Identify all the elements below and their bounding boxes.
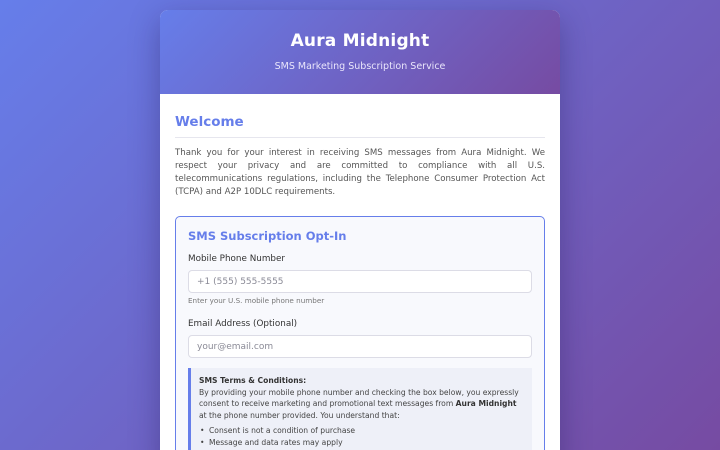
- terms-intro: [199, 387, 524, 422]
- terms-list: [199, 425, 524, 448]
- welcome-heading: Welcome: [175, 114, 545, 138]
- optin-form: [175, 216, 545, 450]
- subscription-card: [160, 10, 560, 450]
- email-input[interactable]: [188, 335, 532, 358]
- terms-brand: Aura Midnight: [455, 399, 517, 408]
- card-body: [160, 94, 560, 450]
- terms-list-item: • Consent is not a condition of purchase: [209, 425, 524, 437]
- phone-input[interactable]: [188, 270, 532, 293]
- phone-label: Mobile Phone Number: [188, 254, 286, 264]
- terms-heading: SMS Terms & Conditions:: [199, 376, 307, 385]
- phone-help-text: Enter your U.S. mobile phone number: [188, 296, 325, 305]
- card-header: [160, 10, 560, 94]
- welcome-text: Thank you for your interest in receiving SMS messages from Aura Midnight. We respect your privacy and are committed to compliance with all U.S. telecommunications regulations, including the Telephone Consumer Protection Act (TCPA) and A2P 10DLC requirements.: [175, 148, 545, 197]
- optin-heading: SMS Subscription Opt-In: [188, 229, 347, 243]
- brand-subtitle: SMS Marketing Subscription Service: [274, 61, 446, 72]
- terms-list-item: • Message and data rates may apply: [209, 437, 524, 449]
- sms-terms-box: [188, 368, 532, 450]
- terms-intro-after: at the phone number provided. You understand that:: [199, 410, 400, 420]
- terms-intro-before: By providing your mobile phone number and checking the box below, you expressly consent to receive marketing and promotional text messages from: [199, 387, 519, 408]
- email-label: Email Address (Optional): [188, 319, 298, 329]
- brand-title: Aura Midnight: [290, 31, 430, 51]
